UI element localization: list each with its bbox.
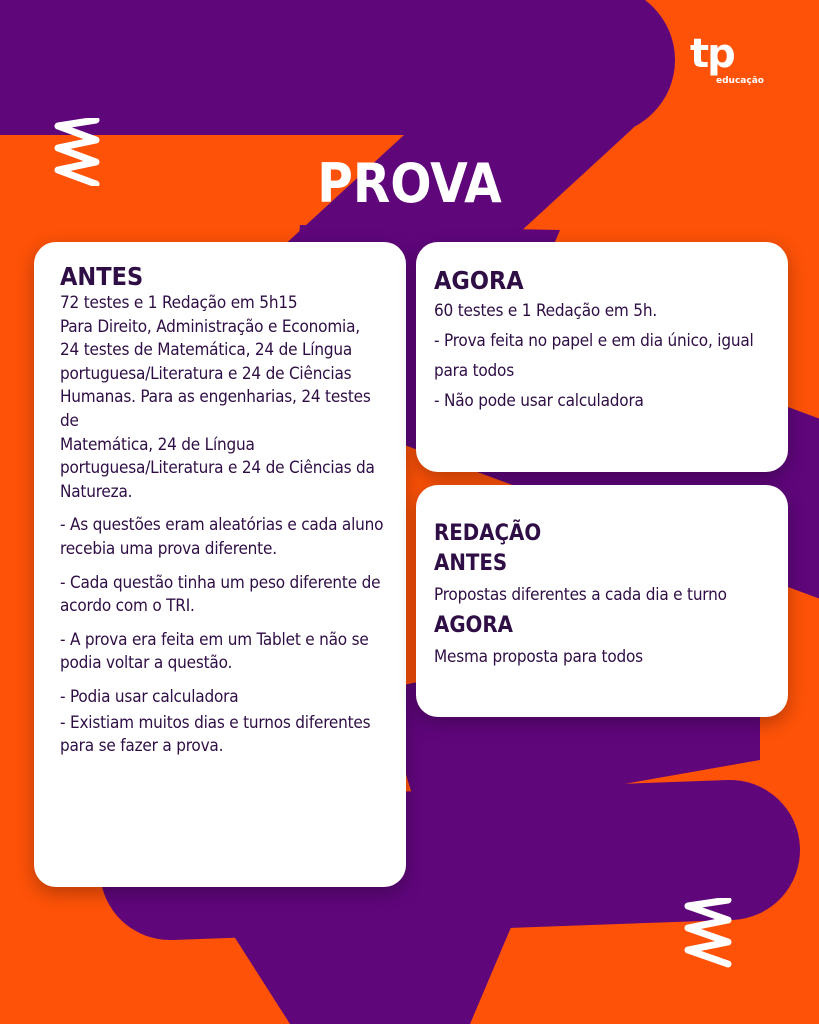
antes-bullet	[60, 572, 390, 619]
antes-bullet-line: - Existiam muitos dias e turnos diferentes	[60, 712, 371, 733]
antes-heading: ANTES	[60, 262, 144, 291]
agora-body	[434, 296, 774, 416]
antes-bullet-line: recebia uma prova diferente.	[60, 538, 277, 559]
antes-bullet-line: para se fazer a prova.	[60, 736, 224, 757]
antes-bullet-line: - Cada questão tinha um peso diferente de	[60, 572, 381, 593]
agora-card	[416, 242, 788, 472]
redacao-card	[416, 485, 788, 717]
antes-intro-line: portuguesa/Literatura e 24 de Ciências da	[60, 458, 375, 479]
agora-heading: AGORA	[434, 266, 524, 295]
squiggle-icon	[682, 898, 734, 968]
antes-bullet-line: - A prova era feita em um Tablet e não se	[60, 629, 369, 650]
antes-bullet	[60, 629, 390, 676]
antes-bullet	[60, 514, 390, 561]
redacao-agora-label: AGORA	[434, 613, 513, 638]
antes-bullet-line: - Podia usar calculadora	[60, 686, 239, 707]
brand-logo	[690, 31, 770, 94]
agora-line: para todos	[434, 361, 514, 381]
agora-line: - Não pode usar calculadora	[434, 391, 644, 411]
antes-bullet	[60, 712, 390, 759]
redacao-antes-text: Propostas diferentes a cada dia e turno	[434, 585, 727, 605]
redacao-antes-label: ANTES	[434, 551, 508, 576]
logo-subtitle: educação	[716, 76, 764, 86]
antes-intro-line: 24 testes de Matemática, 24 de Língua	[60, 340, 353, 361]
antes-intro-line: Para Direito, Administração e Economia,	[60, 316, 360, 337]
antes-bullet	[60, 686, 390, 710]
antes-intro-line: Matemática, 24 de Língua	[60, 434, 255, 455]
agora-line: 60 testes e 1 Redação em 5h.	[434, 301, 657, 321]
antes-intro	[60, 292, 390, 504]
page-title: PROVA	[317, 152, 502, 215]
antes-bullet-line: - As questões eram aleatórias e cada aluno	[60, 515, 384, 536]
redacao-heading: REDAÇÃO	[434, 521, 542, 546]
antes-intro-line: 72 testes e 1 Redação em 5h15	[60, 293, 298, 313]
antes-intro-line: Natureza.	[60, 481, 133, 502]
antes-intro-line: Humanas. Para as engenharias, 24 testes de	[60, 387, 371, 431]
antes-intro-line: portuguesa/Literatura e 24 de Ciências	[60, 363, 352, 384]
redacao-agora-text: Mesma proposta para todos	[434, 647, 643, 667]
agora-line: - Prova feita no papel e em dia único, igual	[434, 331, 754, 351]
antes-bullet-line: acordo com o TRI.	[60, 596, 195, 617]
logo-mark: tp	[690, 31, 734, 77]
antes-card	[34, 242, 406, 887]
antes-bullet-line: podia voltar a questão.	[60, 653, 233, 674]
